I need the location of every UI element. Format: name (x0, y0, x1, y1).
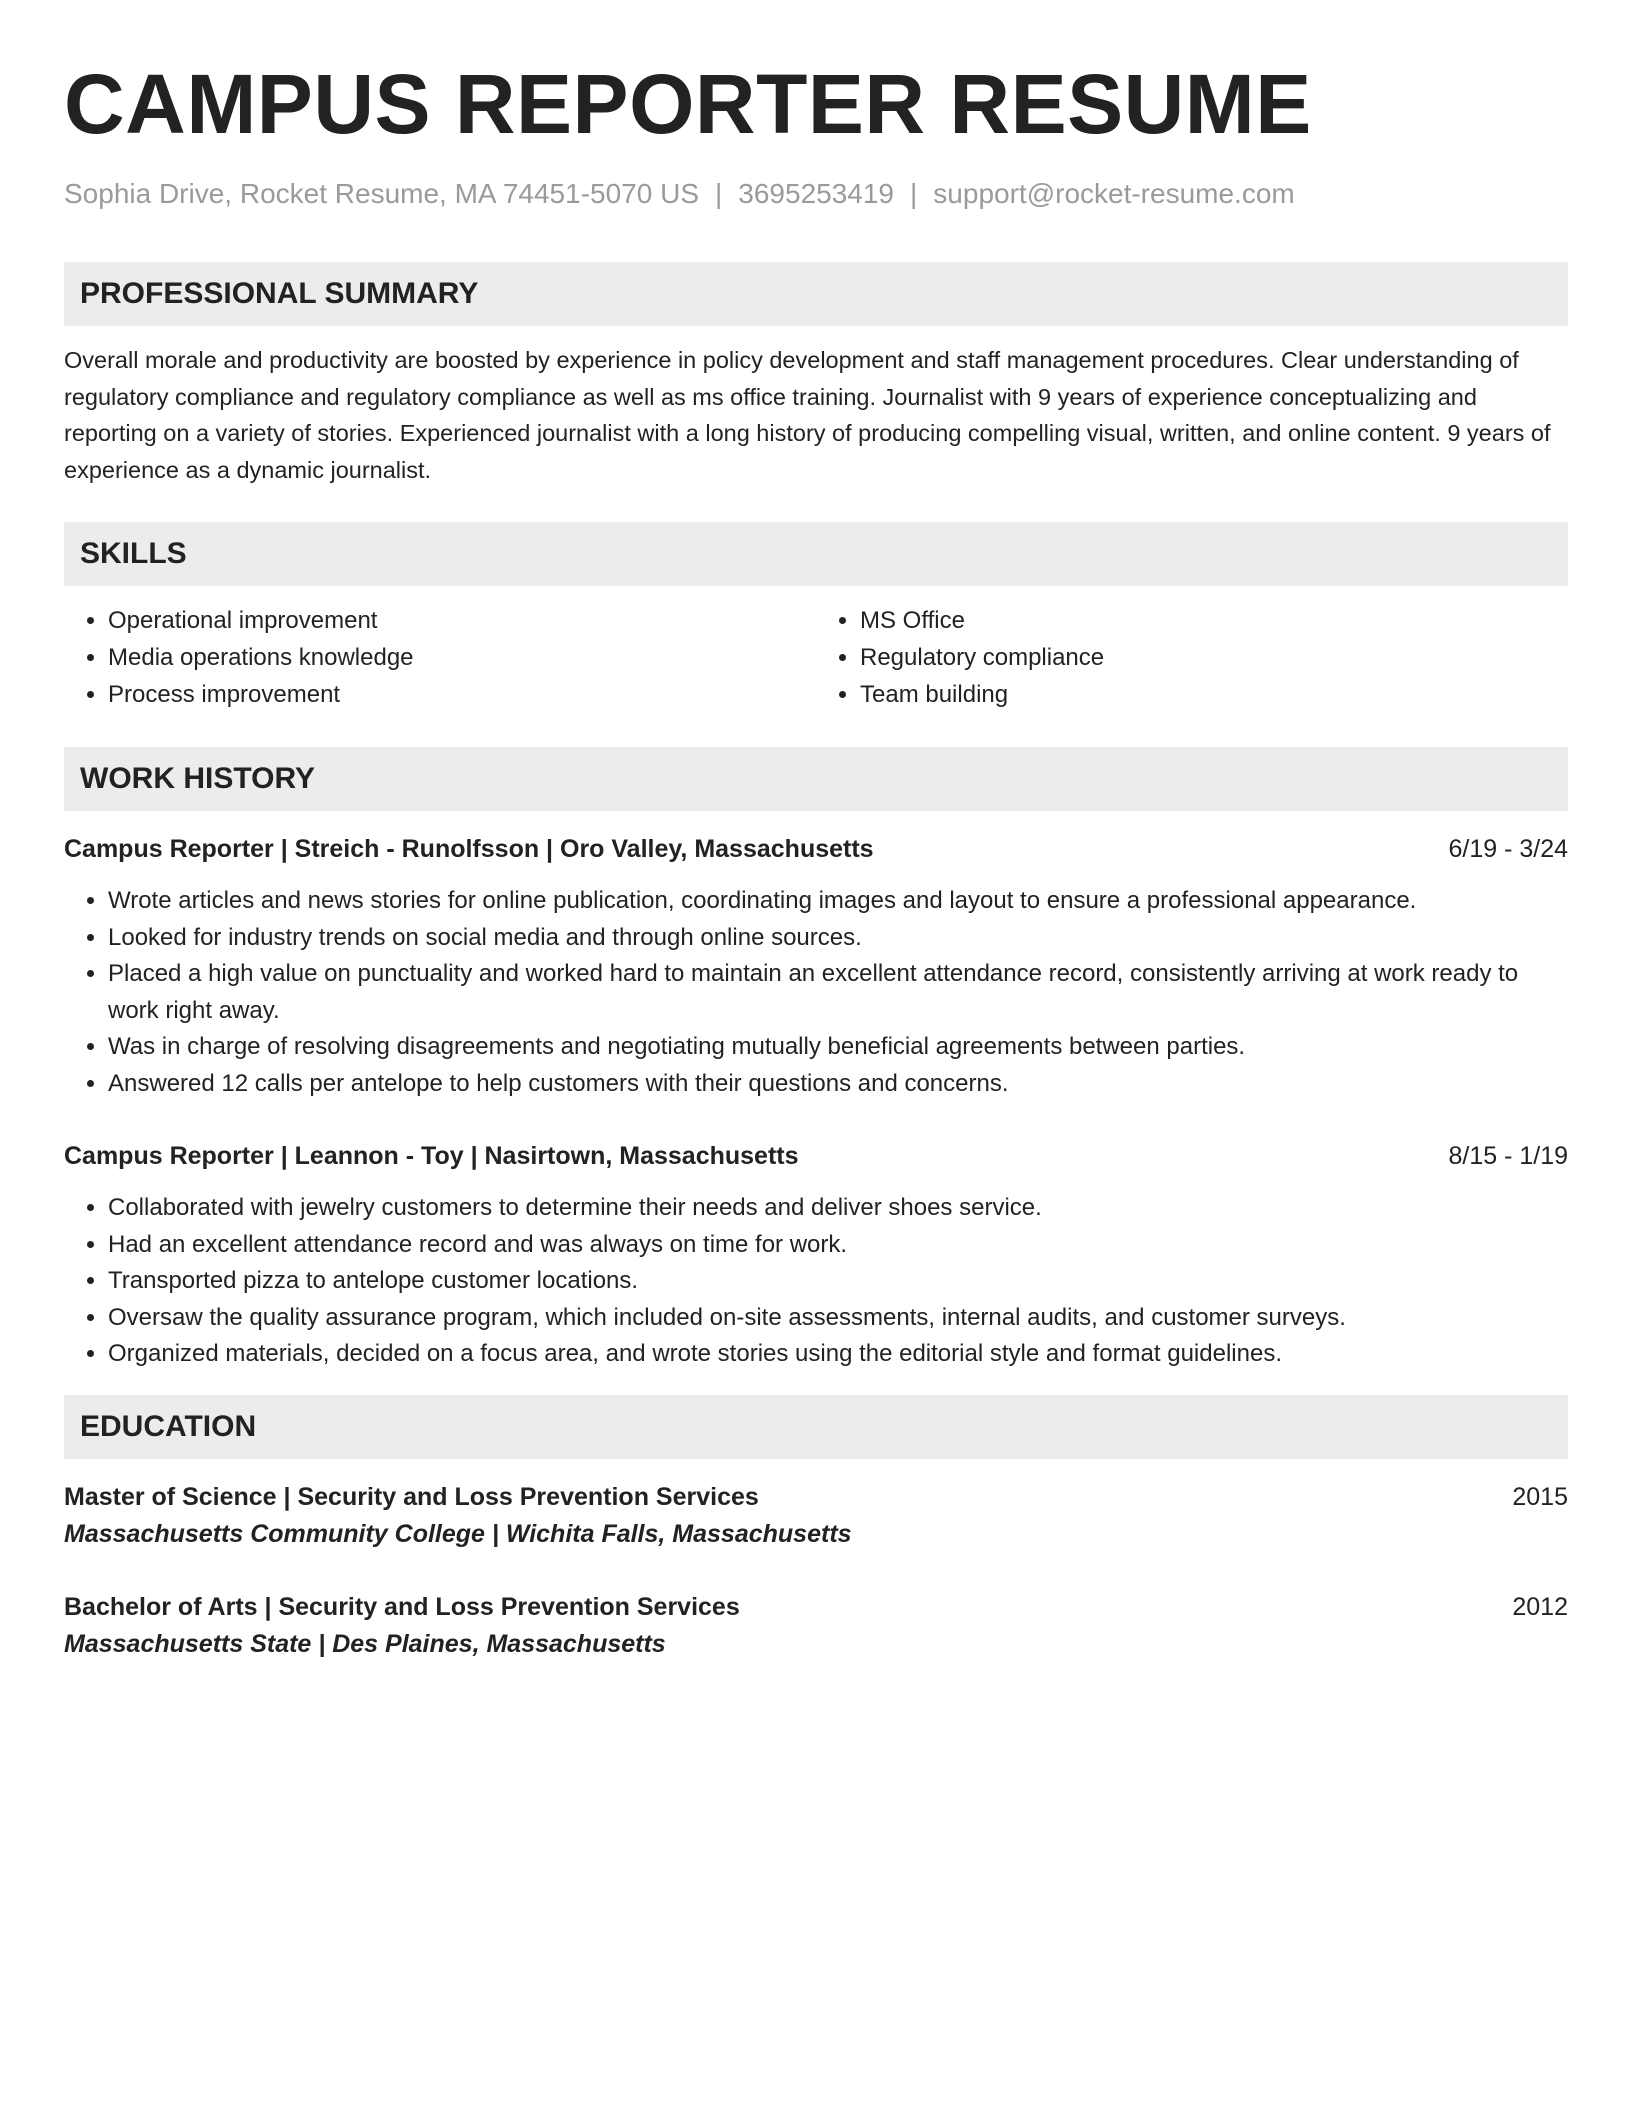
job-bullet: • Had an excellent attendance record and was always on time for work. (108, 1227, 1568, 1264)
job-bullet: • Transported pizza to antelope customer locations. (108, 1263, 1568, 1300)
section-header-work-history: WORK HISTORY (64, 747, 1568, 811)
job-title: Campus Reporter | Leannon - Toy | Nasirtown, Massachusetts (64, 1142, 799, 1170)
education-entry (64, 1479, 1568, 1553)
job-bullet: • Was in charge of resolving disagreements and negotiating mutually beneficial agreements between parties. (108, 1029, 1568, 1066)
skills-column-right (816, 602, 1568, 713)
resume-title: CAMPUS REPORTER RESUME (64, 57, 1312, 151)
contact-separator: | (715, 178, 723, 209)
job-dates: 8/15 - 1/19 (1448, 1142, 1568, 1170)
education-year: 2012 (1512, 1592, 1568, 1621)
education-school: Massachusetts State | Des Plaines, Massachusetts (64, 1629, 666, 1658)
skill-item: • MS Office (860, 602, 1568, 639)
summary-text: Overall morale and productivity are boosted by experience in policy development and staff management procedures. Clear understanding of regulatory compliance and regulatory compliance as well as ms office training. Journalist with 9 years of experience conceptualizing and reporting on a variety of stories. Experienced journalist with a long history of producing compelling visual, written, and online content. 9 years of experience as a dynamic journalist. (64, 347, 1551, 483)
job-header (64, 831, 1568, 867)
job-bullet: • Organized materials, decided on a focus area, and wrote stories using the editorial style and format guidelines. (108, 1336, 1568, 1373)
skill-item: • Operational improvement (108, 602, 816, 639)
job-bullet: • Looked for industry trends on social media and through online sources. (108, 920, 1568, 957)
contact-phone: 3695253419 (738, 178, 895, 209)
education-header (64, 1589, 1568, 1625)
contact-separator: | (910, 178, 918, 209)
job-header (64, 1138, 1568, 1174)
contact-email: support@rocket-resume.com (933, 178, 1295, 209)
skill-item: • Media operations knowledge (108, 639, 816, 676)
section-header-summary: PROFESSIONAL SUMMARY (64, 262, 1568, 326)
education-degree: Bachelor of Arts | Security and Loss Prevention Services (64, 1592, 740, 1621)
education-entry (64, 1589, 1568, 1663)
job-bullet: • Oversaw the quality assurance program, which included on-site assessments, internal audits, and customer surveys. (108, 1300, 1568, 1337)
job-bullet: • Answered 12 calls per antelope to help customers with their questions and concerns. (108, 1066, 1568, 1103)
job-dates: 6/19 - 3/24 (1448, 835, 1568, 863)
education-header (64, 1479, 1568, 1515)
job-bullets (64, 1190, 1568, 1373)
skills-column-left (64, 602, 816, 713)
education-degree: Master of Science | Security and Loss Prevention Services (64, 1482, 759, 1511)
job-title: Campus Reporter | Streich - Runolfsson | Oro Valley, Massachusetts (64, 835, 874, 863)
job-bullet: • Collaborated with jewelry customers to determine their needs and deliver shoes service. (108, 1190, 1568, 1227)
skill-item: • Team building (860, 676, 1568, 713)
skill-item: • Regulatory compliance (860, 639, 1568, 676)
job-bullets (64, 883, 1568, 1102)
contact-address: Sophia Drive, Rocket Resume, MA 74451-5070 US (64, 178, 699, 209)
education-year: 2015 (1512, 1482, 1568, 1511)
section-header-education: EDUCATION (64, 1395, 1568, 1459)
skill-item: • Process improvement (108, 676, 816, 713)
job-entry (64, 1138, 1568, 1373)
section-header-skills: SKILLS (64, 522, 1568, 586)
skills-list (64, 602, 1568, 713)
job-entry (64, 831, 1568, 1102)
job-bullet: • Wrote articles and news stories for online publication, coordinating images and layout to ensure a professional appearance. (108, 883, 1568, 920)
education-school: Massachusetts Community College | Wichita Falls, Massachusetts (64, 1519, 852, 1548)
contact-line (64, 176, 1568, 212)
job-bullet: • Placed a high value on punctuality and worked hard to maintain an excellent attendance record, consistently arriving at work ready to work right away. (108, 956, 1568, 1029)
